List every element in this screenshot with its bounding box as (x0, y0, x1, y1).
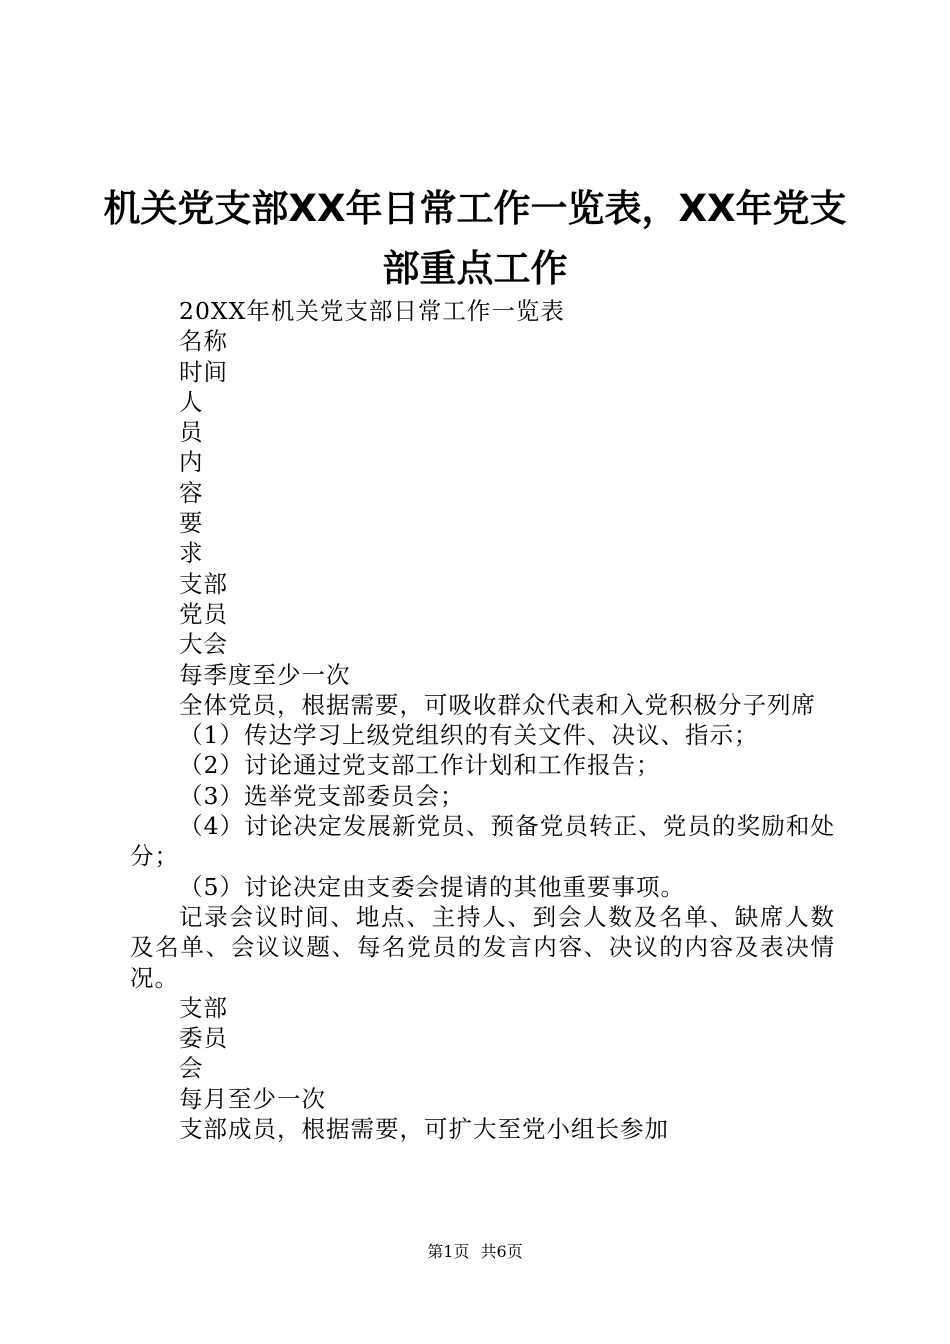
paragraph: 全体党员，根据需要，可吸收群众代表和入党积极分子列席 (179, 690, 816, 719)
paragraph: 时间 (179, 357, 228, 386)
paragraph: 名称 (179, 327, 228, 356)
page-number: 第1页 (427, 1242, 470, 1261)
paragraph: （1）传达学习上级党组织的有关文件、决议、指示； (179, 721, 759, 750)
paragraph: 人 (179, 387, 204, 416)
document-body (130, 296, 835, 1144)
paragraph: 员 (179, 418, 204, 447)
paragraph: 委员 (179, 1024, 228, 1053)
paragraph: （2）讨论通过党支部工作计划和工作报告； (179, 751, 661, 780)
paragraph: 支部成员，根据需要，可扩大至党小组长参加 (179, 1115, 669, 1144)
paragraph: （5）讨论决定由支委会提请的其他重要事项。 (179, 872, 685, 901)
document-title-line-1: 机关党支部XX年日常工作一览表，XX年党支 (103, 187, 847, 230)
paragraph: 记录会议时间、地点、主持人、到会人数及名单、缺席人数及名单、会议议题、每名党员的发言内容、决议的内容及表决情况。 (130, 902, 835, 992)
paragraph: 内 (179, 448, 204, 477)
paragraph: 20XX年机关党支部日常工作一览表 (179, 297, 565, 325)
page-total: 共6页 (480, 1242, 523, 1261)
paragraph: 支部 (179, 993, 228, 1022)
paragraph: 支部 (179, 569, 228, 598)
paragraph: 容 (179, 478, 204, 507)
paragraph: 每月至少一次 (179, 1084, 326, 1113)
paragraph: （4）讨论决定发展新党员、预备党员转正、党员的奖励和处分； (130, 812, 835, 871)
document-title-line-2: 部重点工作 (382, 247, 568, 290)
paragraph: 会 (179, 1054, 204, 1083)
paragraph: 党员 (179, 599, 228, 628)
page-footer (0, 1242, 950, 1262)
paragraph: 求 (179, 539, 204, 568)
paragraph: 要 (179, 509, 204, 538)
paragraph: 每季度至少一次 (179, 660, 351, 689)
paragraph: 大会 (179, 630, 228, 659)
paragraph: （3）选举党支部委员会； (179, 781, 465, 810)
